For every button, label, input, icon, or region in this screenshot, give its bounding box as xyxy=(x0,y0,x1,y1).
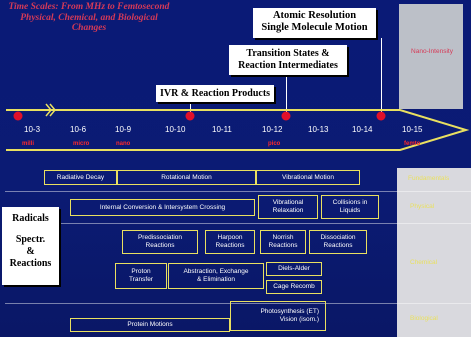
protein-motions-box: Protein Motions xyxy=(70,318,230,332)
box-line: Photosynthesis (ET) xyxy=(260,308,319,315)
marker-dot-4 xyxy=(377,112,386,121)
box-line: Transfer xyxy=(129,276,153,283)
power-label: 10-14 xyxy=(352,125,373,134)
fundamentals-label: Fundamentals xyxy=(408,175,450,182)
spectr-line: Reactions xyxy=(9,258,52,269)
vibrational-relaxation-box xyxy=(258,195,318,219)
box-line: Vision (isom.) xyxy=(279,316,319,323)
power-label: 10-6 xyxy=(70,125,87,134)
unit-label: pico xyxy=(268,141,281,147)
spectr-label xyxy=(2,234,59,270)
atomic-line-2: Single Molecule Motion xyxy=(261,22,368,33)
spectr-line: Spectr. xyxy=(15,234,46,245)
internal-conversion-box: Internal Conversion & Intersystem Crossing xyxy=(70,199,255,216)
radiative-decay-box: Radiative Decay xyxy=(44,170,117,185)
power-label: 10-9 xyxy=(115,125,132,134)
box-line: Reactions xyxy=(323,242,353,249)
unit-label: nano xyxy=(116,141,131,147)
unit-label: micro xyxy=(73,141,90,147)
dissociation-box xyxy=(309,230,367,254)
row-separator xyxy=(5,191,471,192)
transition-line-2: Reaction Intermediates xyxy=(238,60,338,71)
power-label: 10-10 xyxy=(165,125,186,134)
unit-label: femto xyxy=(404,141,421,147)
box-line: Reactions xyxy=(268,242,298,249)
radicals-label: Radicals xyxy=(12,213,49,224)
transition-line-1: Transition States & xyxy=(246,48,330,59)
proton-transfer-box xyxy=(115,263,167,289)
box-line: Reactions xyxy=(215,242,245,249)
physical-label: Physical xyxy=(410,203,435,210)
marker-dot-3 xyxy=(282,112,291,121)
spectr-line: & xyxy=(26,246,35,257)
ivr-callout: IVR & Reaction Products xyxy=(156,85,274,102)
box-line: Proton xyxy=(131,268,151,275)
box-line: Vibrational xyxy=(272,199,304,206)
atomic-line-1: Atomic Resolution xyxy=(272,10,357,21)
radicals-panel xyxy=(2,207,59,285)
title-line-2: Physical, Chemical, and Biological xyxy=(20,12,158,23)
predissociation-box xyxy=(122,230,198,254)
power-label: 10-11 xyxy=(212,125,232,134)
diels-alder-box: Diels-Alder xyxy=(266,262,322,276)
harpoon-box xyxy=(205,230,255,254)
collisions-liquids-box xyxy=(321,195,379,219)
box-line: Collisions in xyxy=(332,199,368,206)
power-label: 10-15 xyxy=(402,125,423,134)
row-separator xyxy=(5,223,471,224)
title-line-3: Changes xyxy=(71,23,107,33)
box-line: Dissociation xyxy=(320,234,356,241)
nano-label: Nano-Intensity xyxy=(411,48,453,55)
power-label: 10-3 xyxy=(24,125,41,134)
cage-recomb-box: Cage Recomb xyxy=(266,280,322,294)
box-line: & Elimination xyxy=(197,276,235,283)
norrish-box xyxy=(260,230,306,254)
chemical-label: Chemical xyxy=(410,259,438,266)
box-line: Norrish xyxy=(272,234,294,241)
box-line: Liquids xyxy=(339,207,361,214)
abstraction-box xyxy=(168,263,264,289)
marker-dot-2 xyxy=(186,112,195,121)
box-line: Abstraction, Exchange xyxy=(183,268,249,275)
biological-label: Biological xyxy=(410,315,438,322)
unit-label: milli xyxy=(22,141,35,147)
vibrational-motion-box: Vibrational Motion xyxy=(256,170,360,185)
power-label: 10-13 xyxy=(308,125,329,134)
photosynthesis-vision-box xyxy=(230,301,326,331)
box-line: Predissociation xyxy=(137,234,183,241)
marker-dot-1 xyxy=(14,112,23,121)
title-line-1: Time Scales: From MHz to Femtosecond xyxy=(8,2,170,12)
box-line: Reactions xyxy=(145,242,175,249)
box-line: Relaxation xyxy=(272,207,304,214)
rotational-motion-box: Rotational Motion xyxy=(117,170,256,185)
box-line: Harpoon xyxy=(217,234,243,241)
power-label: 10-12 xyxy=(262,125,283,134)
